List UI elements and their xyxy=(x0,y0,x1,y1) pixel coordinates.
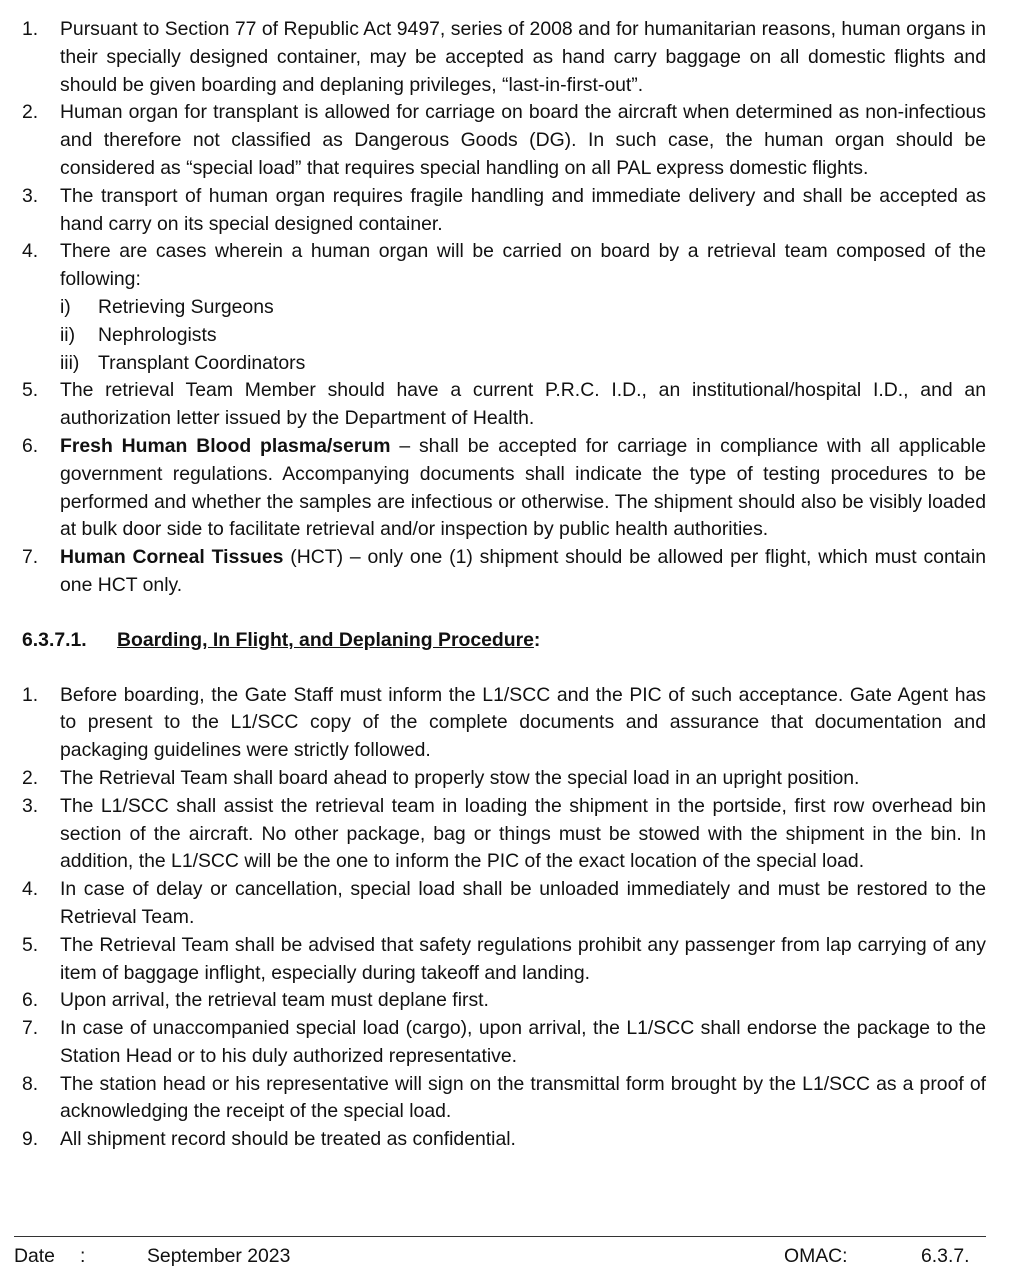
item-number: 5. xyxy=(22,379,39,402)
list-item xyxy=(0,183,1026,239)
list-item xyxy=(0,99,1026,182)
footer-colon: : xyxy=(80,1245,86,1267)
page-footer xyxy=(14,1236,986,1271)
sublist-item xyxy=(60,350,986,378)
item-text: In case of unaccompanied special load (cargo), upon arrival, the L1/SCC shall endorse the package to the Station Head or to his duly authorized representative. xyxy=(60,1017,986,1067)
item-lead-bold: Human Corneal Tissues xyxy=(60,546,284,569)
list-item xyxy=(0,1126,1026,1154)
item-text: The station head or his representative will sign on the transmittal form brought by the L1/SCC as a proof of acknowledging the receipt of the special load. xyxy=(60,1072,986,1123)
item-text: (HCT) – only one (1) shipment should be allowed per flight, which must contain one HCT only. xyxy=(60,546,986,596)
list-item xyxy=(0,238,1026,377)
section-title: Boarding, In Flight, and Deplaning Procedure xyxy=(117,628,534,651)
list-item xyxy=(0,1071,1026,1127)
item-number: 4. xyxy=(22,240,39,263)
list-item xyxy=(0,793,1026,876)
item-lead-bold: Fresh Human Blood plasma/serum xyxy=(60,434,391,457)
item-number: 7. xyxy=(22,546,39,569)
item-text: In case of delay or cancellation, special load shall be unloaded immediately and must be restored to the Retrieval Team. xyxy=(60,878,986,928)
item-text: All shipment record should be treated as confidential. xyxy=(60,1128,516,1151)
footer-date-label: Date xyxy=(14,1245,55,1267)
document-body xyxy=(0,16,1026,1154)
item-text: Upon arrival, the retrieval team must deplane first. xyxy=(60,989,489,1012)
sublist-item xyxy=(60,322,986,350)
footer-date-row xyxy=(14,1243,986,1271)
footer-omac-label: OMAC: xyxy=(784,1245,848,1267)
subitem-text: Transplant Coordinators xyxy=(98,351,306,374)
list-item xyxy=(0,932,1026,988)
item-number: 6. xyxy=(22,989,39,1012)
item-number: 9. xyxy=(22,1128,39,1151)
section-suffix: : xyxy=(533,628,541,651)
retrieval-team-sublist xyxy=(60,294,986,377)
footer-omac-value: 6.3.7. xyxy=(921,1245,970,1267)
human-organ-acceptance-list xyxy=(0,16,1026,600)
boarding-procedure-list xyxy=(0,682,1026,1155)
subitem-number: i) xyxy=(60,295,71,318)
item-text: Before boarding, the Gate Staff must inform the L1/SCC and the PIC of such acceptance. Gate Agent has to present to the L1/SCC copy of the complete documents and assurance that documentation and packaging guidelines were strictly followed. xyxy=(60,683,986,762)
section-heading xyxy=(0,627,1026,655)
item-text: The Retrieval Team shall be advised that safety regulations prohibit any passenger from lap carrying of any item of baggage inflight, especially during takeoff and landing. xyxy=(60,933,986,984)
item-text: There are cases wherein a human organ will be carried on board by a retrieval team composed of the following: xyxy=(60,240,986,291)
item-number: 2. xyxy=(22,101,39,124)
item-number: 5. xyxy=(22,933,39,956)
list-item xyxy=(0,876,1026,932)
list-item xyxy=(0,433,1026,544)
item-number: 8. xyxy=(22,1072,39,1095)
list-item xyxy=(0,544,1026,600)
item-text: Pursuant to Section 77 of Republic Act 9497, series of 2008 and for humanitarian reasons, human organs in their specially designed container, may be accepted as hand carry baggage on all domestic flights and should be given boarding and deplaning privileges, “last-in-first-out”. xyxy=(60,18,986,96)
section-number: 6.3.7.1. xyxy=(22,628,87,651)
item-text: The Retrieval Team shall board ahead to properly stow the special load in an upright position. xyxy=(60,766,860,789)
item-number: 4. xyxy=(22,878,39,901)
item-number: 6. xyxy=(22,434,39,457)
list-item xyxy=(0,765,1026,793)
item-number: 3. xyxy=(22,794,39,817)
footer-date-value: September 2023 xyxy=(147,1245,291,1267)
item-number: 7. xyxy=(22,1017,39,1040)
subitem-number: ii) xyxy=(60,323,76,346)
item-text: The L1/SCC shall assist the retrieval team in loading the shipment in the portside, first row overhead bin section of the aircraft. No other package, bag or things must be stowed with the shipment in the bin. In addition, the L1/SCC will be the one to inform the PIC of the exact location of the special load. xyxy=(60,794,986,873)
subitem-text: Retrieving Surgeons xyxy=(98,295,274,318)
subitem-text: Nephrologists xyxy=(98,323,217,346)
list-item xyxy=(0,16,1026,99)
subitem-number: iii) xyxy=(60,351,80,374)
item-number: 1. xyxy=(22,683,39,706)
list-item xyxy=(0,1015,1026,1071)
item-number: 1. xyxy=(22,18,39,40)
item-text: – shall be accepted for carriage in compliance with all applicable government regulations. Accompanying documents shall indicate the type of testing procedures to be performed and whether the samples are infectious or otherwise. The shipment should also be visibly loaded at bulk door side to facilitate retrieval and/or inspection by public health authorities. xyxy=(60,434,986,541)
list-item xyxy=(0,377,1026,433)
item-number: 3. xyxy=(22,184,39,207)
item-text: The retrieval Team Member should have a current P.R.C. I.D., an institutional/hospital I.D., and an authorization letter issued by the Department of Health. xyxy=(60,379,986,430)
sublist-item xyxy=(60,294,986,322)
list-item xyxy=(0,987,1026,1015)
item-text: Human organ for transplant is allowed for carriage on board the aircraft when determined as non-infectious and therefore not classified as Dangerous Goods (DG). In such case, the human organ should be considered as “special load” that requires special handling on all PAL express domestic flights. xyxy=(60,101,986,179)
item-text: The transport of human organ requires fragile handling and immediate delivery and shall be accepted as hand carry on its special designed container. xyxy=(60,184,986,235)
item-number: 2. xyxy=(22,766,39,789)
list-item xyxy=(0,682,1026,765)
